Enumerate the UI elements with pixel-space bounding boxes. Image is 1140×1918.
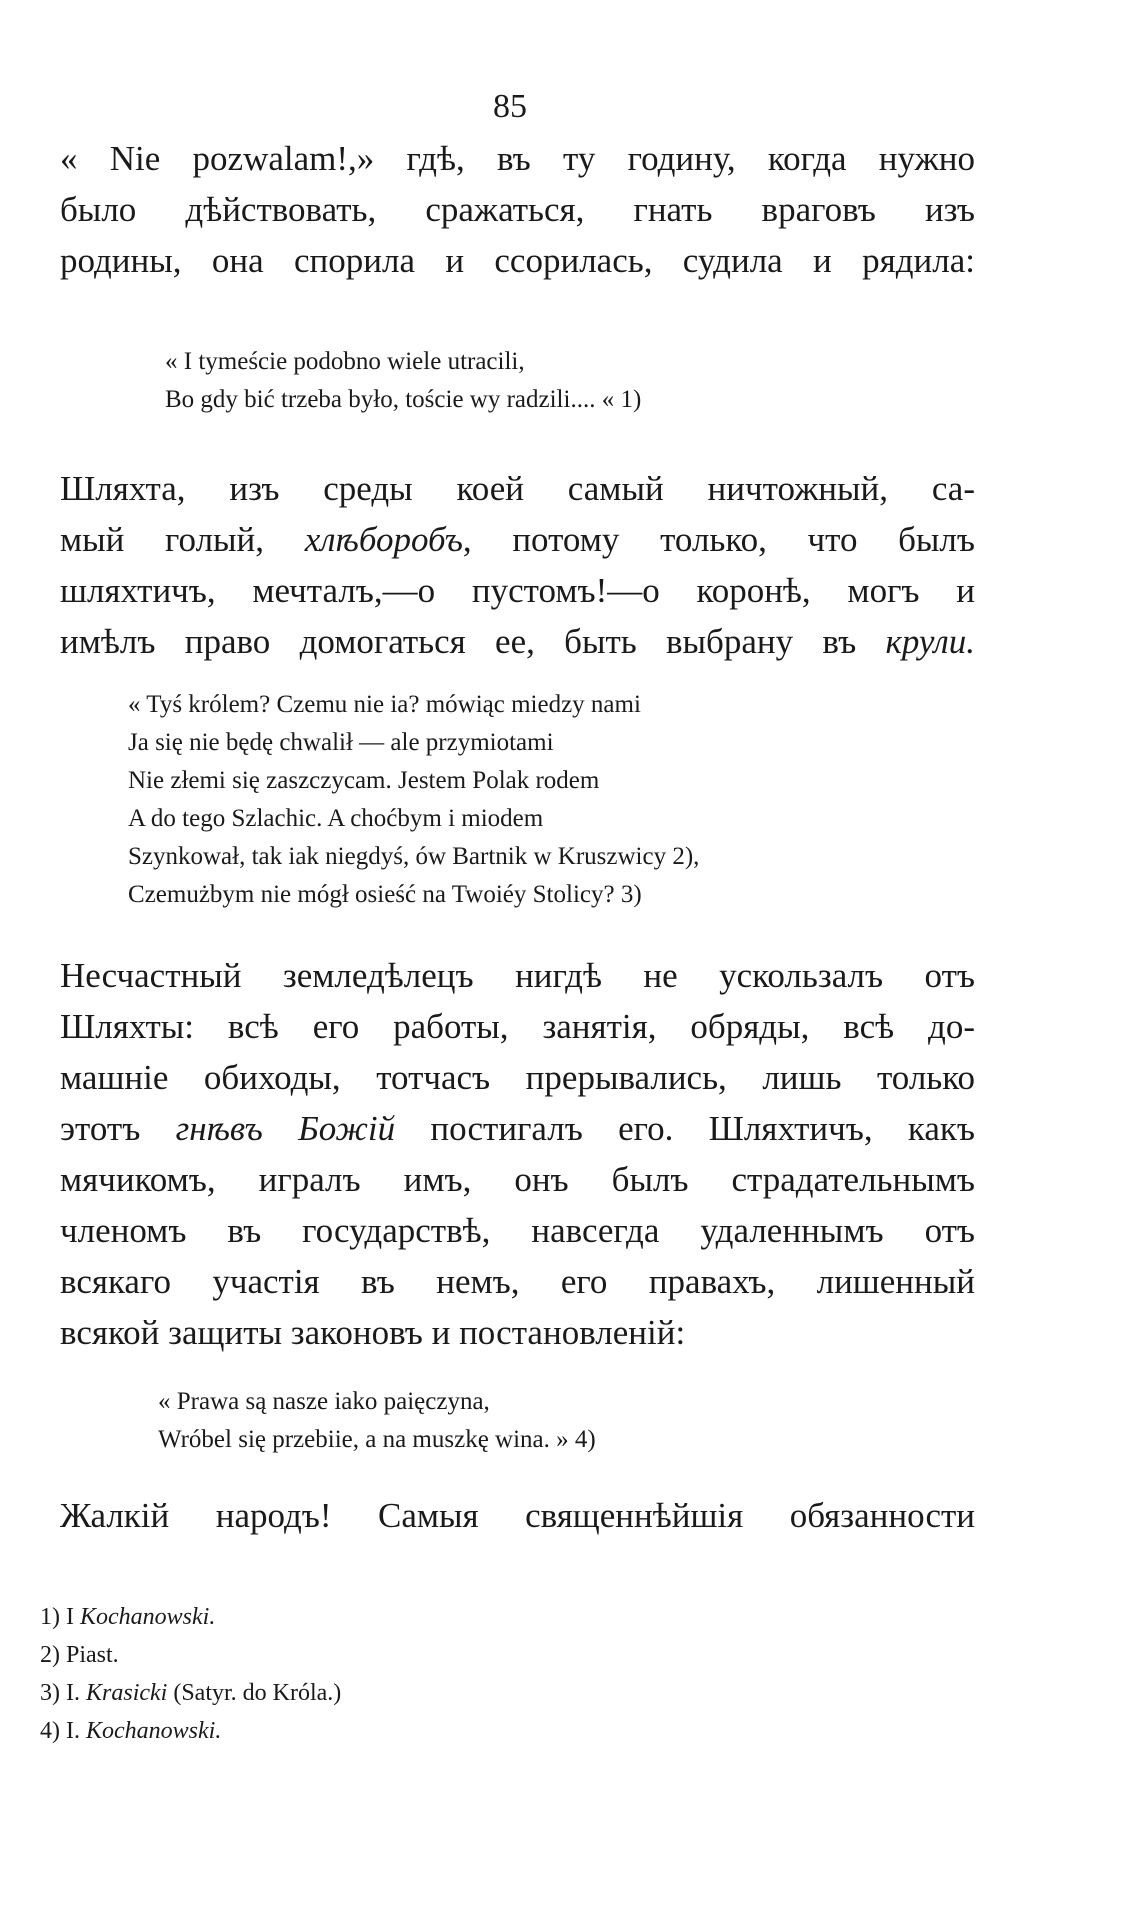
text-run: мый голый, [60, 520, 305, 559]
verse-quote-3 [158, 1383, 596, 1459]
paragraph-3 [60, 950, 975, 1358]
verse-line: Szynkował, tak iak niegdyś, ów Bartnik w Kruszwicy 2), [128, 843, 700, 870]
verse-line: Czemużbym nie mógł osieść na Twoiéy Stolicy? 3) [128, 881, 642, 908]
page-number: 85 [493, 88, 527, 125]
paragraph-line: мячикомъ, игралъ имъ, онъ былъ страдательнымъ [60, 1160, 975, 1199]
footnote [40, 1636, 341, 1674]
paragraph-line [60, 1103, 975, 1154]
footnote [40, 1712, 341, 1750]
footnote-marker: 3) [40, 1680, 60, 1706]
paragraph-line: Жалкій народъ! Самыя священнѣйшія обязанности [60, 1496, 975, 1535]
footnote-marker: 2) [40, 1642, 60, 1668]
italic-term: хлѣборобъ [304, 520, 463, 559]
verse-line: « I tymeście podobno wiele utracili, [165, 348, 525, 375]
footnote-prefix: I. [66, 1680, 86, 1706]
verse-line: Ja się nie będę chwalił — ale przymiotami [128, 729, 554, 756]
verse-quote-2 [128, 686, 699, 914]
verse-line: Bo gdy bić trzeba było, toście wy radzili.... « 1) [165, 386, 642, 413]
footnote-suffix: (Satyr. do Króla.) [167, 1680, 342, 1706]
paragraph-line: шляхтичъ, мечталъ,—о пустомъ!—о коронѣ, могъ и [60, 571, 975, 610]
text-run: , потому только, что былъ [462, 520, 975, 559]
text-run: постигалъ его. Шляхтичъ, какъ [395, 1109, 975, 1148]
footnote-marker: 4) [40, 1718, 60, 1744]
paragraph-line [60, 616, 975, 667]
footnote-prefix: I. [66, 1718, 86, 1744]
paragraph-line: всякой защиты законовъ и постановленій: [60, 1313, 686, 1352]
verse-quote-1 [165, 343, 641, 419]
paragraph-line: Шляхты: всѣ его работы, занятія, обряды, всѣ до- [60, 1007, 975, 1046]
footnote-prefix: Piast. [66, 1642, 119, 1668]
verse-line: « Tyś królem? Czemu nie ia? mówiąc miedzy nami [128, 691, 641, 718]
footnote-prefix: I [66, 1604, 80, 1630]
verse-line: Nie złemi się zaszczycam. Jestem Polak rodem [128, 767, 600, 794]
paragraph-line: Шляхта, изъ среды коей самый ничтожный, са- [60, 469, 975, 508]
italic-term: гнѣвъ Божій [175, 1109, 396, 1148]
footnote [40, 1674, 341, 1712]
paragraph-4 [60, 1490, 975, 1541]
footnote-marker: 1) [40, 1604, 60, 1630]
footnote-author: Kochanowski. [86, 1718, 222, 1744]
paragraph-line: было дѣйствовать, сражаться, гнать враговъ изъ [60, 190, 975, 229]
paragraph-1 [60, 133, 975, 286]
verse-line: A do tego Szlachic. A choćbym i miodem [128, 805, 544, 832]
verse-line: Wróbel się przebiie, a na muszkę wina. » 4) [158, 1426, 596, 1453]
paragraph-line: Несчастный земледѣлецъ нигдѣ не ускользалъ отъ [60, 956, 975, 995]
footnote-author: Krasicki [86, 1680, 168, 1706]
paragraph-line: « Nie pozwalam!,» гдѣ, въ ту годину, когда нужно [60, 139, 975, 178]
paragraph-line: машніе обиходы, тотчасъ прерывались, лишь только [60, 1058, 975, 1097]
paragraph-line [60, 514, 975, 565]
text-run: имѣлъ право домогаться ее, быть выбрану въ [60, 622, 886, 661]
paragraph-line: родины, она спорила и ссорилась, судила и рядила: [60, 241, 975, 280]
text-run: этотъ [60, 1109, 176, 1148]
paragraph-line: членомъ въ государствѣ, навсегда удаленнымъ отъ [60, 1211, 975, 1250]
paragraph-line: всякаго участія въ немъ, его правахъ, лишенный [60, 1262, 975, 1301]
italic-term: крули. [885, 622, 975, 661]
footnote-author: Kochanowski. [80, 1604, 216, 1630]
footnote [40, 1598, 341, 1636]
footnotes [40, 1598, 341, 1750]
paragraph-2 [60, 463, 975, 667]
verse-line: « Prawa są nasze iako paięczyna, [158, 1388, 490, 1415]
